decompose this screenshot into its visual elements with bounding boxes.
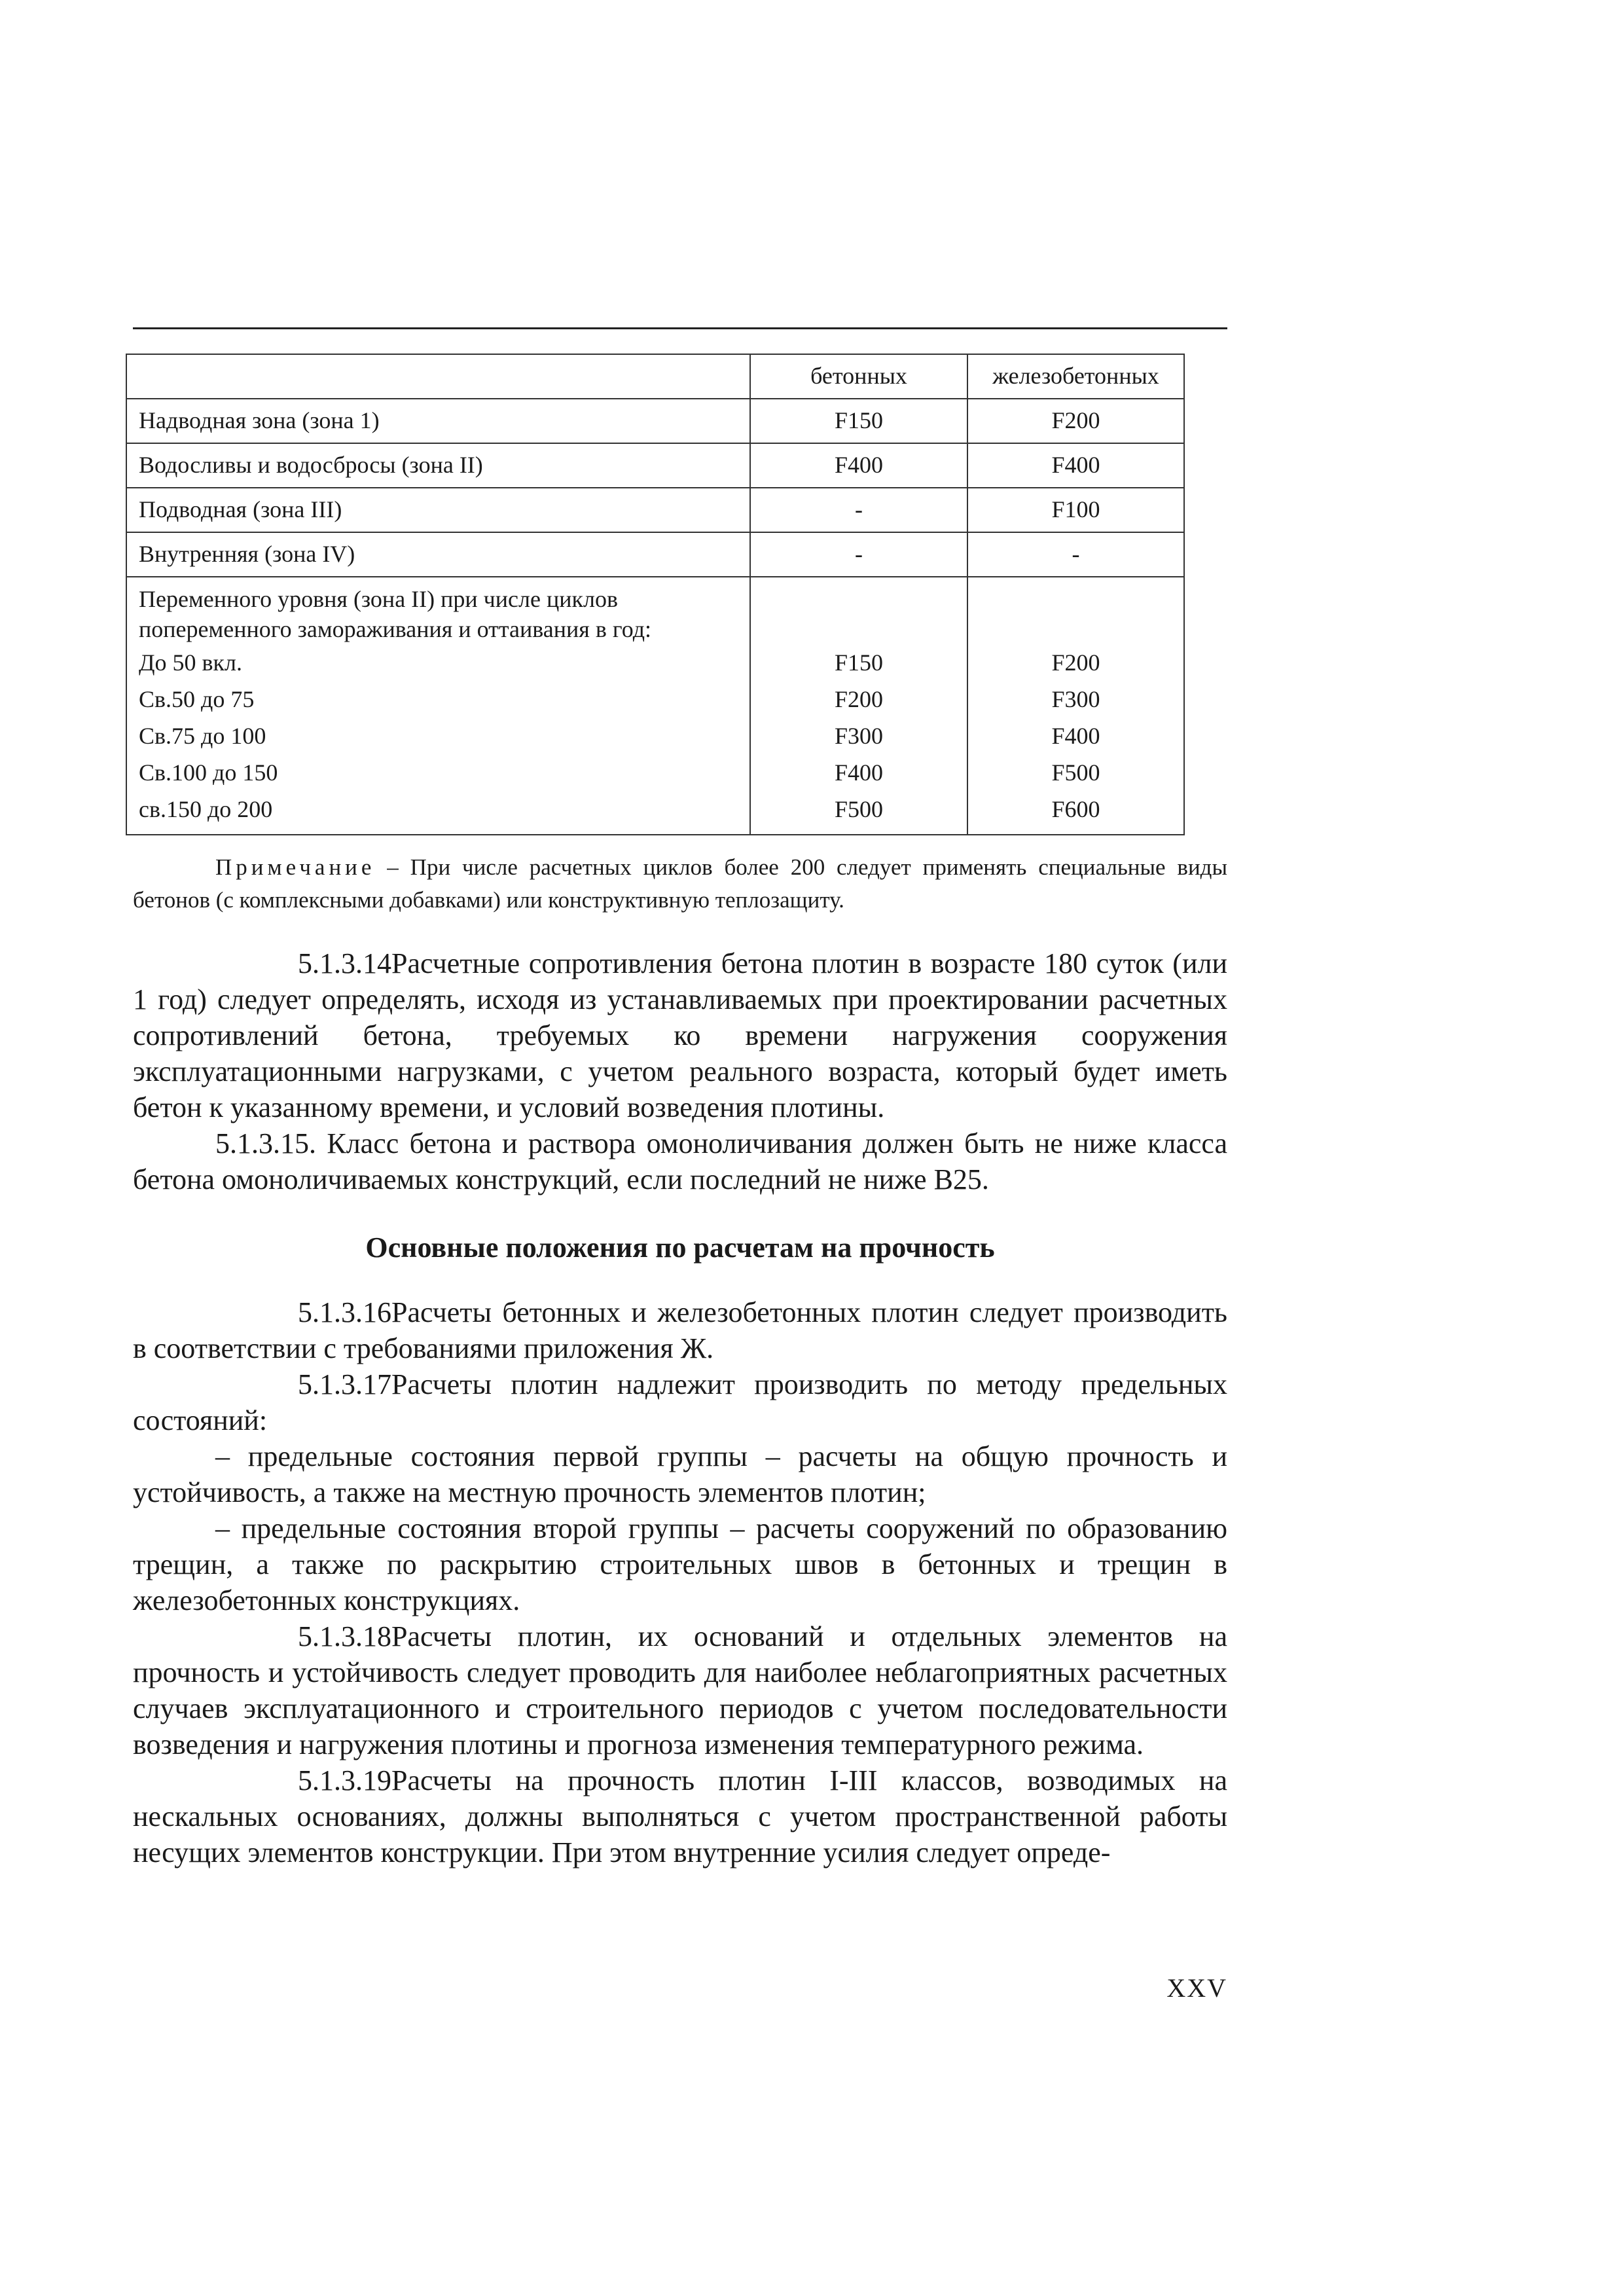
value-concrete: - [750,488,967,532]
table-row [126,443,1184,488]
row-label: Водосливы и водосбросы (зона II) [126,443,750,488]
note-text: – При числе расчетных циклов более 200 следует применять специальные виды бетонов (с комплексными добавками) или конструктивную теплозащиту. [133,854,1227,913]
subrow-label: Св.50 до 75 [139,686,255,712]
list-item-text: предельные состояния первой группы – расчеты на общую прочность и устойчивость, а также на местную прочность элементов плотин; [133,1440,1227,1508]
table-header-row [126,354,1184,399]
value-reinforced: F200 [967,399,1184,443]
paragraph-text: Расчеты плотин, их оснований и отдельных элементов на прочность и устойчивость следует проводить для наиболее неблагоприятных расчетных случаев эксплуатационного и строительного периодов с учетом последовательности возведения и нагружения плотины и прогноза изменения температурного режима. [133,1620,1227,1760]
paragraph-text: Класс бетона и раствора омоноличивания должен быть не ниже класса бетона омоноличиваемых конструкций, если последний не ниже В25. [133,1127,1227,1195]
clause-number: 5.1.3.19 [298,1764,391,1796]
value-reinforced: F200 [1051,649,1100,676]
table-note [133,851,1227,917]
page-number: XXV [1166,1973,1227,2003]
paragraph-text: Расчетные сопротивления бетона плотин в возрасте 180 суток (или 1 год) следует определять, исходя из устанавливаемых при проектировании расчетных сопротивлений бетона, требуемых ко времени нагружения сооружения эксплуатационными нагрузками, с учетом реального возраста, который будет иметь бетон к указанному времени, и условий возведения плотины. [133,947,1227,1123]
value-reinforced: F300 [1051,686,1100,712]
paragraphs-top [133,945,1227,1197]
subrow-label: св.150 до 200 [139,796,273,822]
variable-level-heading-line1: Переменного уровня (зона II) при числе циклов [139,586,618,612]
row-label: Надводная зона (зона 1) [126,399,750,443]
row-label: Подводная (зона III) [126,488,750,532]
value-concrete: F300 [834,723,884,749]
paragraph [133,945,1227,1125]
value-reinforced: F400 [967,443,1184,488]
paragraph-text: Расчеты плотин надлежит производить по методу предельных состояний: [133,1368,1227,1436]
paragraph [133,1762,1227,1870]
row-label: Внутренняя (зона IV) [126,532,750,577]
header-cell-reinforced: железобетонных [967,354,1184,399]
list-item [133,1438,1227,1510]
paragraph [133,1366,1227,1438]
clause-number: 5.1.3.16 [298,1296,391,1328]
table-row [126,532,1184,577]
value-reinforced: F600 [1051,796,1100,822]
list-item-text: предельные состояния второй группы – расчеты сооружений по образованию трещин, а также по раскрытию строительных швов в бетонных и трещин в железобетонных конструкциях. [133,1512,1228,1616]
value-concrete: F400 [834,759,884,786]
clause-number: 5.1.3.17 [298,1368,391,1400]
paragraph [133,1294,1227,1366]
variable-level-reinforced-values [967,577,1184,835]
value-reinforced: F100 [967,488,1184,532]
list-item [133,1510,1227,1618]
value-reinforced: - [967,532,1184,577]
variable-level-concrete-values [750,577,967,835]
subrow-label: Св.75 до 100 [139,723,266,749]
table-row-variable-level [126,577,1184,835]
dash-marker: – [215,1512,230,1544]
paragraph-text: Расчеты на прочность плотин I-III классов, возводимых на нескальных основаниях, должны выполняться с учетом пространственной работы несущих элементов конструкции. При этом внутренние усилия следует опреде- [133,1764,1227,1868]
section-heading: Основные положения по расчетам на прочность [365,1231,995,1264]
clause-number: 5.1.3.18 [298,1620,391,1652]
paragraph [133,1125,1227,1197]
value-concrete: - [750,532,967,577]
note-label: Примечание [215,854,376,880]
table-row [126,488,1184,532]
clause-number: 5.1.3.15. [215,1127,316,1159]
value-concrete: F400 [750,443,967,488]
top-rule [133,327,1227,329]
subrow-label: Св.100 до 150 [139,759,278,786]
paragraph-text: Расчеты бетонных и железобетонных плотин следует производить в соответствии с требованиями приложения Ж. [133,1296,1227,1364]
frost-resistance-table [126,354,1185,835]
variable-level-heading-line2: попеременного замораживания и оттаивания в год: [139,616,652,642]
paragraphs-bottom [133,1294,1227,1870]
value-reinforced: F500 [1051,759,1100,786]
subrow-label: До 50 вкл. [139,649,243,676]
value-reinforced: F400 [1051,723,1100,749]
header-cell-concrete: бетонных [750,354,967,399]
value-concrete: F150 [750,399,967,443]
header-cell-empty [126,354,750,399]
dash-marker: – [215,1440,230,1472]
paragraph [133,1618,1227,1762]
table-row [126,399,1184,443]
value-concrete: F150 [834,649,884,676]
clause-number: 5.1.3.14 [298,947,391,979]
value-concrete: F200 [834,686,884,712]
variable-level-labels [126,577,750,835]
value-concrete: F500 [834,796,884,822]
